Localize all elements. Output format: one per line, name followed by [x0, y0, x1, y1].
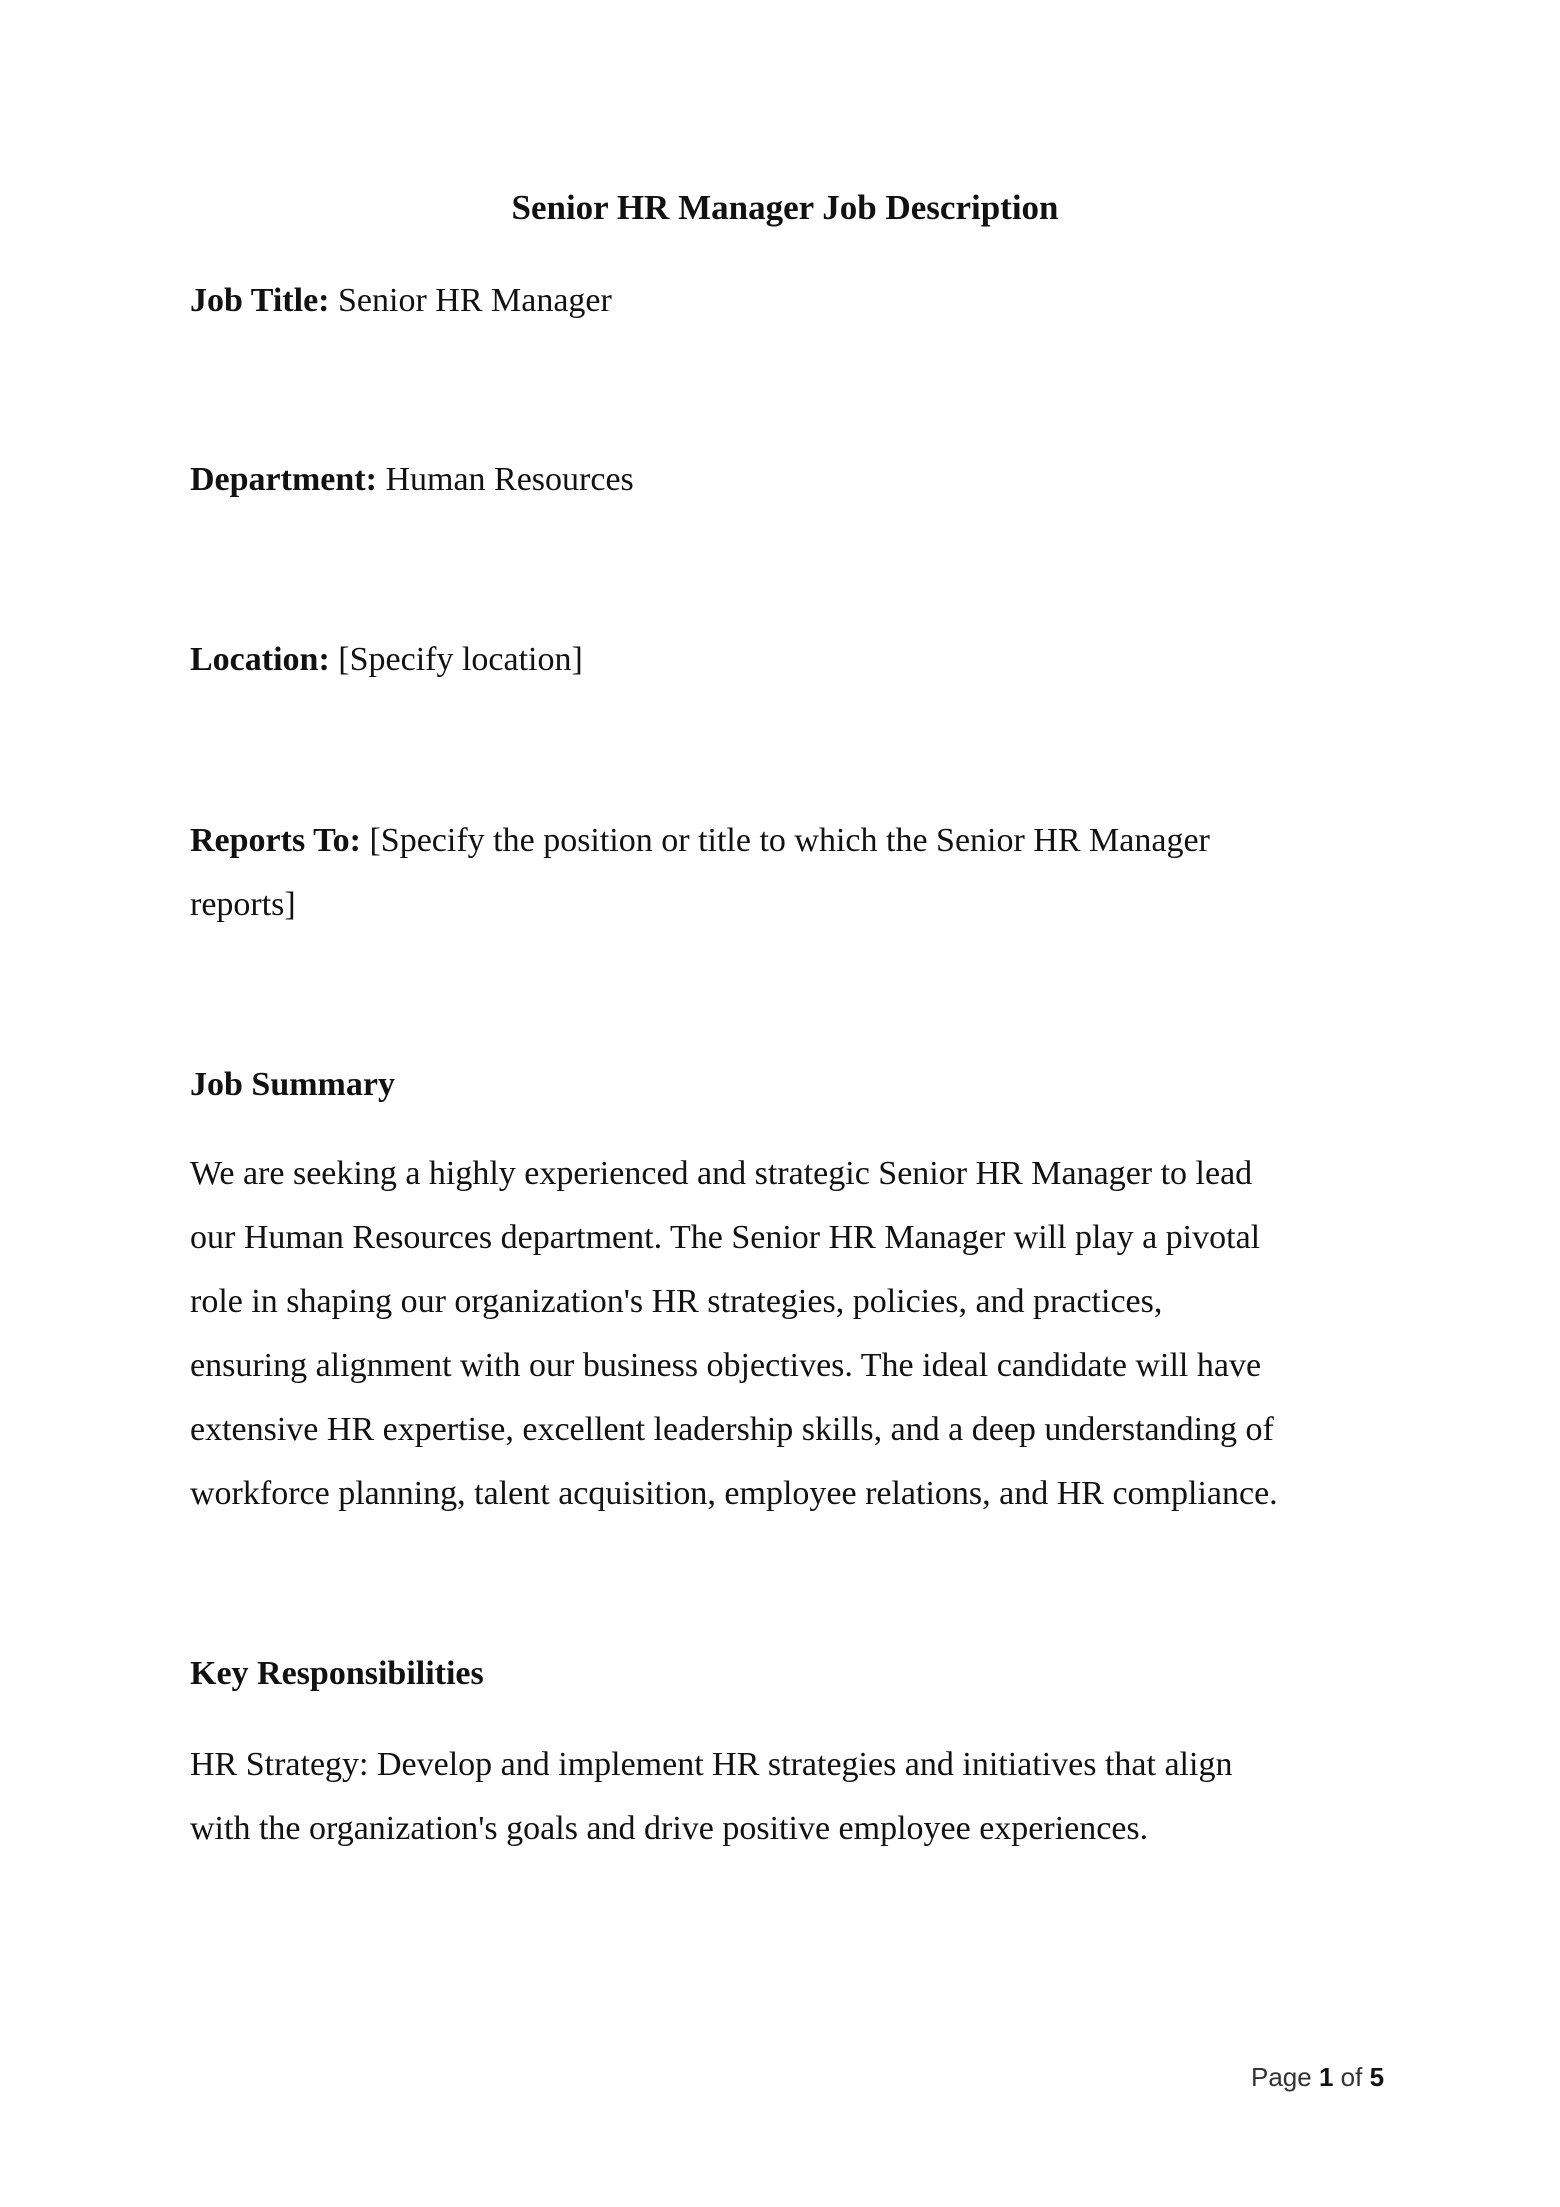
- field-value: [Specify the position or title to which the Senior HR Manager: [360, 822, 1210, 859]
- field-value: Senior HR Manager: [329, 282, 612, 319]
- field-label: Department:: [190, 461, 377, 498]
- paragraph-line: We are seeking a highly experienced and strategic Senior HR Manager to lead: [190, 1155, 1253, 1192]
- current-page-number: 1: [1318, 2062, 1334, 2092]
- field-department: [190, 461, 634, 499]
- field-value: Human Resources: [376, 461, 634, 498]
- section-heading-job-summary: Job Summary: [190, 1066, 395, 1103]
- document-title: Senior HR Manager Job Description: [511, 188, 1059, 227]
- field-label: Reports To:: [190, 822, 361, 859]
- paragraph-line: ensuring alignment with our business objectives. The ideal candidate will have: [190, 1347, 1262, 1384]
- page-number-footer: [1251, 2062, 1384, 2093]
- field-reports-to-continuation: reports]: [190, 886, 296, 923]
- paragraph-line: workforce planning, talent acquisition, employee relations, and HR compliance.: [190, 1475, 1278, 1512]
- field-location: [190, 641, 583, 679]
- field-label: Job Title:: [190, 282, 330, 319]
- field-reports-to: [190, 822, 1210, 860]
- section-heading-key-responsibilities: Key Responsibilities: [190, 1655, 484, 1692]
- total-pages-number: 5: [1369, 2062, 1385, 2092]
- paragraph-line: our Human Resources department. The Senior HR Manager will play a pivotal: [190, 1219, 1261, 1256]
- field-job-title: [190, 282, 612, 320]
- page-prefix: Page: [1251, 2062, 1319, 2092]
- page-of-text: of: [1333, 2062, 1370, 2092]
- paragraph-line: extensive HR expertise, excellent leadership skills, and a deep understanding of: [190, 1411, 1274, 1448]
- paragraph-line: with the organization's goals and drive positive employee experiences.: [190, 1810, 1149, 1847]
- paragraph-line: HR Strategy: Develop and implement HR strategies and initiatives that align: [190, 1746, 1233, 1783]
- field-value: [Specify location]: [329, 641, 583, 678]
- paragraph-line: role in shaping our organization's HR strategies, policies, and practices,: [190, 1283, 1163, 1320]
- field-label: Location:: [190, 641, 330, 678]
